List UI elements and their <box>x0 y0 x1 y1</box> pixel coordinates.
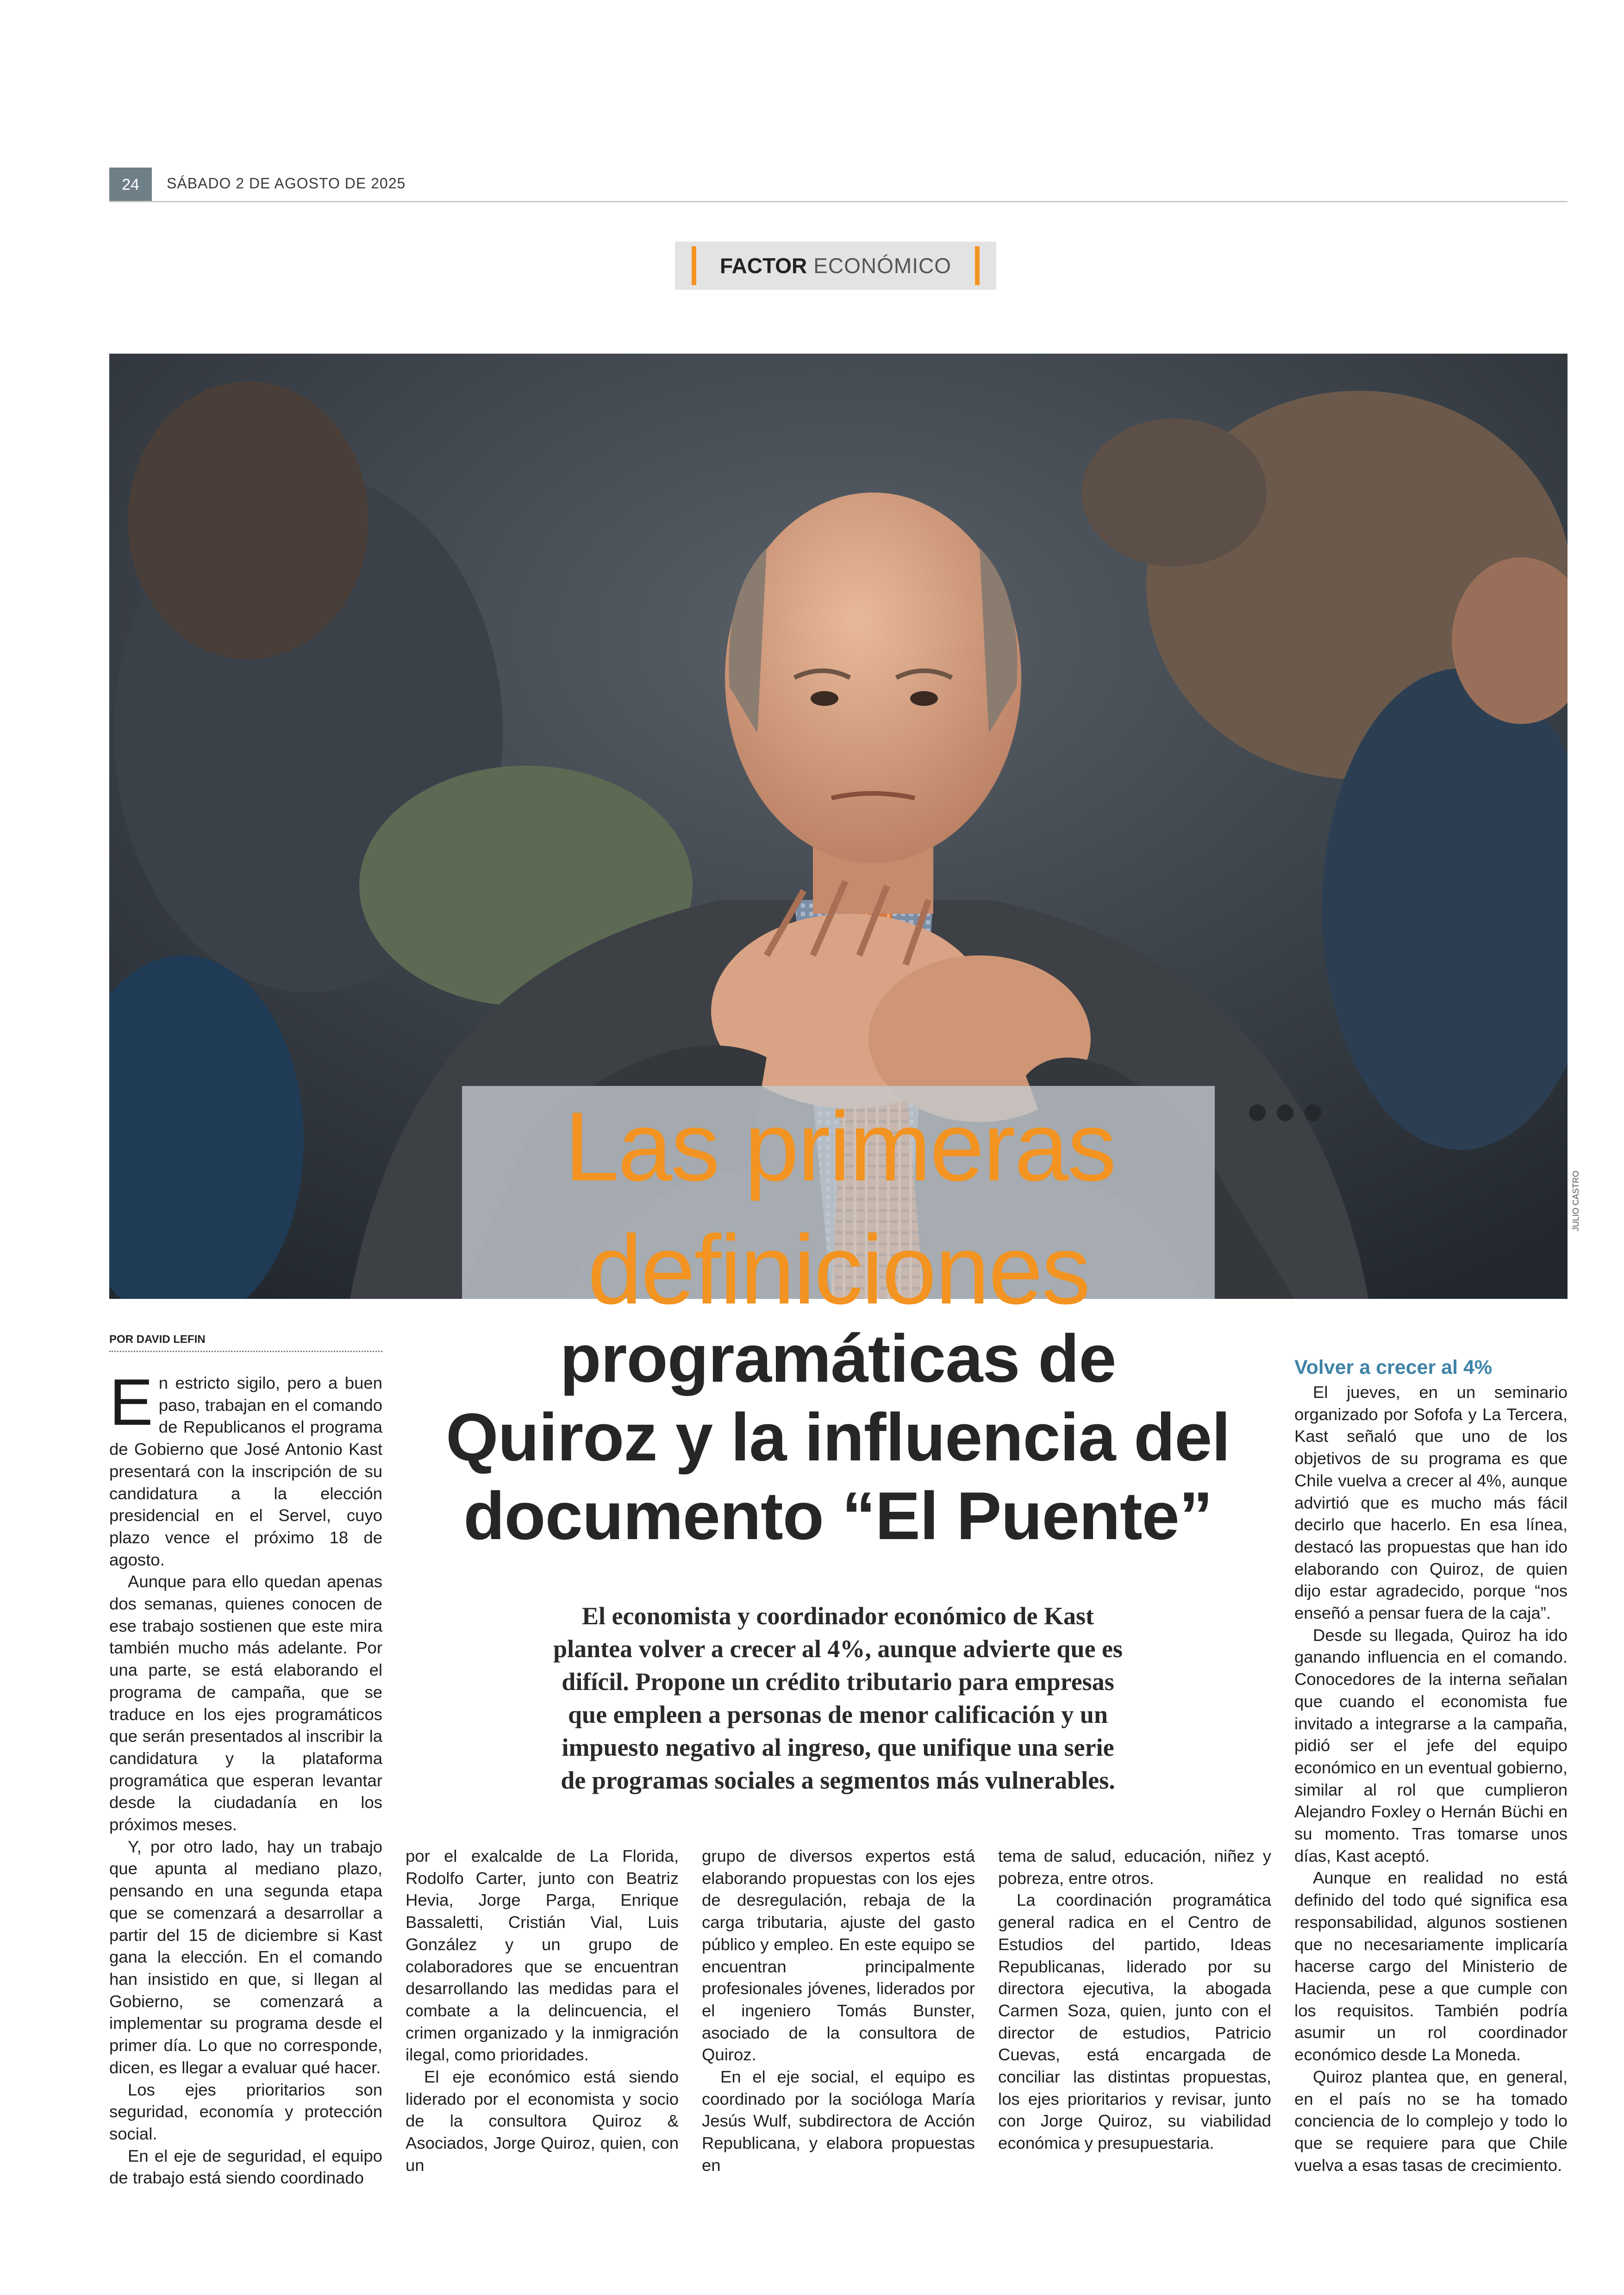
lead-line: difícil. Propone un crédito tributario para empresas <box>562 1668 1114 1696</box>
section-tag-bold: FACTOR <box>719 254 807 278</box>
section-tag <box>675 242 996 290</box>
paragraph <box>109 1366 382 1571</box>
subheadline-line-3: documento “El Puente” <box>463 1478 1212 1553</box>
page-number: 24 <box>109 168 152 202</box>
paragraph: Aunque para ello quedan apenas dos semanas, quienes conocen de ese trabajo sostienen que este mira también mucho más adelante. Por una parte, se está elaborando el programa de campaña, que se traduce en los ejes programáticos que serán presentados al inscribir la candidatura y la plataforma programática que esperan levantar desde la ciudadanía en los próximos meses. <box>109 1572 382 1834</box>
byline-rule <box>109 1351 382 1352</box>
section-subheading: Volver a crecer al 4% <box>1294 1356 1493 1378</box>
section-tag-normal: ECONÓMICO <box>813 254 952 278</box>
paragraph: tema de salud, educación, niñez y pobreza, entre otros. <box>998 1846 1271 1888</box>
paragraph: Aunque en realidad no está definido del todo qué significa esa responsabilidad, algunos sostienen que no necesariamente implicaría hacerse cargo del Ministerio de Hacienda, pese a que cumple con los requisitos. También podría asumir un rol coordinador económico desde La Moneda. <box>1294 1868 1568 2064</box>
paragraph: En el eje de seguridad, el equipo de trabajo está siendo coordinado <box>109 2146 382 2188</box>
paragraph: Y, por otro lado, hay un trabajo que apunta al mediano plazo, pensando en una segunda etapa que se comenzará a desarrollar a partir del 15 de diciembre si Kast gana la elección. En el comando han insistido en que, si llegan al Gobierno, se comenzará a implementar su programa desde el primer día. Lo que no corresponde, dicen, es llegar a evaluar qué hacer. <box>109 1837 382 2077</box>
section-tag-bar-right <box>975 246 980 285</box>
subheadline-line-1: programáticas de <box>560 1321 1116 1396</box>
article-column-4 <box>998 1845 1271 2154</box>
paragraph: por el exalcalde de La Florida, Rodolfo Carter, junto con Beatriz Hevia, Jorge Parga, Enrique Bassaletti, Cristián Vial, Luis González y un grupo de colaboradores que se encuentran desarrollando las medidas para el combate a la delincuencia, el crimen organizado y la inmigración ilegal, como prioridades. <box>406 1846 679 2064</box>
section-tag-bar-left <box>692 246 696 285</box>
paragraph: Desde su llegada, Quiroz ha ido ganando influencia en el comando. Conocedores de la interna señalan que cuando el economista fue invitado a integrarse a la campaña, pidió ser el jefe del equipo económico en un eventual gobierno, similar al rol que cumplieron Alejandro Foxley o Hernán Büchi en su momento. Tras tomarse unos días, Kast aceptó. <box>1294 1625 1568 1865</box>
headline-line-1: Las primeras <box>564 1091 1115 1201</box>
paragraph: Los ejes prioritarios son seguridad, economía y protección social. <box>109 2080 382 2143</box>
paragraph: Quiroz plantea que, en general, en el país no se ha tomado conciencia de lo complejo y todo lo que se requiere para que Chile vuelva a esas tasas de crecimiento. <box>1294 2067 1568 2175</box>
paragraph: La coordinación programática general radica en el Centro de Estudios del partido, Ideas Republicanas, liderado por su directora ejecutiva, la abogada Carmen Soza, quien, junto con el director de estudios, Patricio Cuevas, está encargada de conciliar las distintas propuestas, los ejes prioritarios y revisar, junto con Jorge Quiroz, su viabilidad económica y presupuestaria. <box>998 1890 1271 2153</box>
paragraph: En el eje social, el equipo es coordinado por la socióloga María Jesús Wulf, subdirectora de Acción Republicana, y elabora propuestas en <box>702 2067 975 2175</box>
paragraph: El jueves, en un seminario organizado por Sofofa y La Tercera, Kast señaló que uno de los objetivos de su programa es que Chile vuelva a crecer al 4%, aunque advirtió que es mucho más fácil decirlo que hacerlo. En esa línea, destacó las propuestas que han ido elaborando con Quiroz, de quien dijo estar agradecido, porque “nos enseñó a pensar fuera de la caja”. <box>1294 1383 1568 1623</box>
paragraph: grupo de diversos expertos está elaborando propuestas con los ejes de desregulación, rebaja de la carga tributaria, ajuste del gasto público y empleo. En este equipo se encuentran principalmente profesionales jóvenes, liderados por el ingeniero Tomás Bunster, asociado de la consultora de Quiroz. <box>702 1846 975 2064</box>
lead-paragraph <box>518 1600 1157 1797</box>
lead-line: plantea volver a crecer al 4%, aunque advierte que es <box>553 1635 1123 1663</box>
photo-credit: JULIO CASTRO <box>1571 1170 1580 1231</box>
paragraph-text: n estricto sigilo, pero a buen paso, trabajan en el comando de Republicanos el programa de Gobierno que José Antonio Kast presentará con la inscripción de su candidatura a la elección presidencial en el Servel, cuyo plazo vence el próximo 18 de agosto. <box>109 1373 382 1569</box>
article-column-3 <box>702 1845 975 2177</box>
lead-line: que empleen a personas de menor calificación y un <box>568 1701 1108 1728</box>
subheadline-line-2: Quiroz y la influencia del <box>446 1399 1230 1475</box>
header-rule <box>109 201 1568 202</box>
article-column-5 <box>1294 1354 1568 2176</box>
lead-line: impuesto negativo al ingreso, que unifique una serie <box>562 1734 1114 1761</box>
paragraph: El eje económico está siendo liderado por el economista y socio de la consultora Quiroz & Asociados, Jorge Quiroz, quien, con un <box>406 2067 679 2175</box>
article-column-1 <box>109 1366 382 2189</box>
lead-line: El economista y coordinador económico de Kast <box>582 1602 1094 1630</box>
drop-cap: E <box>109 1366 153 1439</box>
headline-line-2: definiciones <box>587 1215 1089 1324</box>
publication-date: SÁBADO 2 DE AGOSTO DE 2025 <box>167 175 406 192</box>
byline: POR DAVID LEFIN <box>109 1333 206 1346</box>
subheadline <box>407 1319 1268 1555</box>
lead-line: de programas sociales a segmentos más vulnerables. <box>561 1766 1115 1794</box>
article-column-2 <box>406 1845 679 2177</box>
